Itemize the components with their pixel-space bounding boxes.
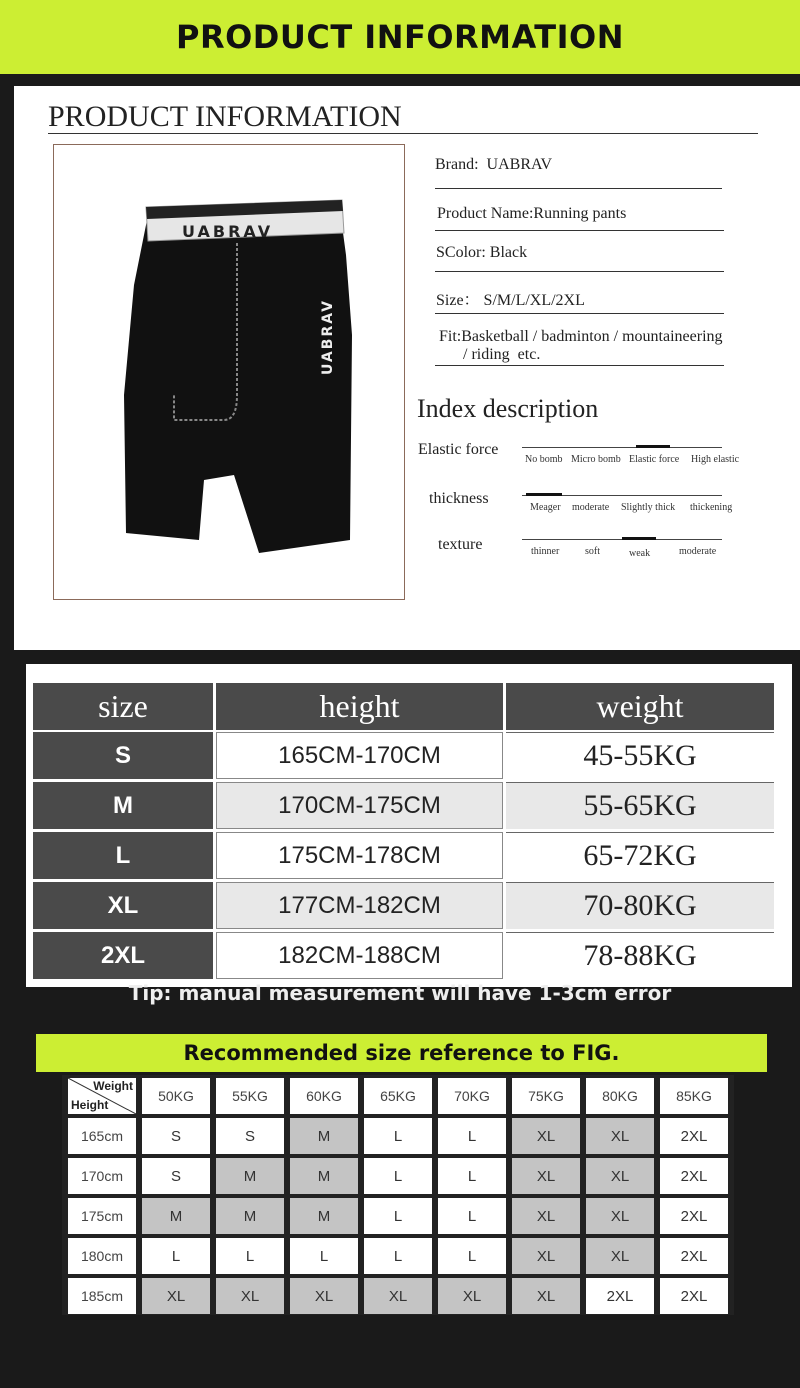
top-banner bbox=[0, 0, 800, 74]
grid-size-cell: XL bbox=[512, 1118, 580, 1154]
height-cell: 182CM-188CM bbox=[216, 932, 503, 979]
grid-corner-cell bbox=[68, 1078, 136, 1114]
index-tick: soft bbox=[585, 546, 600, 557]
grid-size-cell: L bbox=[364, 1198, 432, 1234]
grid-size-cell: XL bbox=[512, 1278, 580, 1314]
grid-size-cell: L bbox=[438, 1158, 506, 1194]
spec-fit-line2: / riding etc. bbox=[439, 346, 541, 363]
index-title: Index description bbox=[417, 394, 599, 423]
grid-size-cell: XL bbox=[512, 1238, 580, 1274]
grid-height-header: 175cm bbox=[68, 1198, 136, 1234]
index-tick: High elastic bbox=[691, 454, 740, 465]
index-scale-elastic bbox=[522, 447, 722, 448]
index-tick: No bomb bbox=[525, 454, 563, 465]
grid-weight-header: 85KG bbox=[660, 1078, 728, 1114]
grid-size-cell: 2XL bbox=[660, 1278, 728, 1314]
recommend-size-grid bbox=[62, 1075, 734, 1315]
grid-height-header: 170cm bbox=[68, 1158, 136, 1194]
weight-cell: 55-65KG bbox=[506, 782, 774, 829]
size-header: size bbox=[33, 683, 213, 730]
grid-size-cell: M bbox=[290, 1158, 358, 1194]
grid-size-cell: 2XL bbox=[660, 1118, 728, 1154]
grid-size-cell: L bbox=[438, 1238, 506, 1274]
grid-size-cell: L bbox=[364, 1238, 432, 1274]
index-label-thickness: thickness bbox=[429, 490, 489, 507]
grid-size-cell: M bbox=[216, 1198, 284, 1234]
grid-size-cell: 2XL bbox=[660, 1198, 728, 1234]
grid-size-cell: L bbox=[438, 1118, 506, 1154]
size-cell: XL bbox=[33, 882, 213, 929]
size-chart-table bbox=[26, 664, 792, 987]
index-tick: Meager bbox=[530, 502, 561, 513]
grid-size-cell: XL bbox=[142, 1278, 210, 1314]
size-cell: S bbox=[33, 732, 213, 779]
grid-size-cell: S bbox=[216, 1118, 284, 1154]
grid-weight-header: 65KG bbox=[364, 1078, 432, 1114]
index-marker-thickness bbox=[526, 493, 562, 496]
grid-weight-header: 75KG bbox=[512, 1078, 580, 1114]
grid-size-cell: M bbox=[290, 1198, 358, 1234]
grid-weight-header: 50KG bbox=[142, 1078, 210, 1114]
height-header: height bbox=[216, 683, 503, 730]
weight-cell: 70-80KG bbox=[506, 882, 774, 929]
size-cell: L bbox=[33, 832, 213, 879]
grid-size-cell: XL bbox=[586, 1238, 654, 1274]
info-title: PRODUCT INFORMATION bbox=[48, 100, 402, 133]
index-tick: Slightly thick bbox=[621, 502, 676, 513]
weight-cell: 65-72KG bbox=[506, 832, 774, 879]
index-tick: thickening bbox=[690, 502, 733, 513]
index-tick: thinner bbox=[531, 546, 560, 557]
grid-size-cell: L bbox=[364, 1118, 432, 1154]
grid-weight-header: 70KG bbox=[438, 1078, 506, 1114]
recommend-banner bbox=[36, 1034, 767, 1072]
spec-fit-line1: Fit:Basketball / badminton / mountaineering bbox=[439, 328, 723, 345]
index-tick: moderate bbox=[679, 546, 717, 557]
height-cell: 170CM-175CM bbox=[216, 782, 503, 829]
info-title-divider bbox=[48, 133, 758, 134]
grid-size-cell: L bbox=[290, 1238, 358, 1274]
grid-size-cell: S bbox=[142, 1158, 210, 1194]
grid-height-header: 180cm bbox=[68, 1238, 136, 1274]
grid-size-cell: XL bbox=[586, 1158, 654, 1194]
grid-size-cell: M bbox=[216, 1158, 284, 1194]
weight-cell: 45-55KG bbox=[506, 732, 774, 779]
grid-size-cell: M bbox=[290, 1118, 358, 1154]
product-info-panel bbox=[14, 86, 800, 650]
grid-height-header: 165cm bbox=[68, 1118, 136, 1154]
grid-weight-header: 60KG bbox=[290, 1078, 358, 1114]
grid-size-cell: XL bbox=[216, 1278, 284, 1314]
index-tick: Micro bomb bbox=[571, 454, 621, 465]
grid-size-cell: XL bbox=[364, 1278, 432, 1314]
size-cell: M bbox=[33, 782, 213, 829]
index-marker-elastic bbox=[636, 445, 670, 448]
height-cell: 175CM-178CM bbox=[216, 832, 503, 879]
grid-size-cell: XL bbox=[438, 1278, 506, 1314]
index-tick: moderate bbox=[572, 502, 610, 513]
grid-size-cell: M bbox=[142, 1198, 210, 1234]
height-cell: 165CM-170CM bbox=[216, 732, 503, 779]
weight-header: weight bbox=[506, 683, 774, 730]
grid-size-cell: XL bbox=[512, 1158, 580, 1194]
banner-title: PRODUCT INFORMATION bbox=[175, 18, 625, 56]
product-photo bbox=[53, 144, 405, 600]
size-cell: 2XL bbox=[33, 932, 213, 979]
grid-size-cell: L bbox=[216, 1238, 284, 1274]
spec-divider bbox=[435, 188, 722, 189]
recommend-title: Recommended size reference to FIG. bbox=[183, 1041, 620, 1065]
index-tick: weak bbox=[629, 548, 651, 559]
spec-color: SColor: Black bbox=[436, 244, 528, 261]
grid-size-cell: L bbox=[142, 1238, 210, 1274]
corner-weight-label: Weight bbox=[93, 1079, 133, 1093]
grid-size-cell: 2XL bbox=[586, 1278, 654, 1314]
spec-brand: Brand: UABRAV bbox=[435, 156, 553, 173]
leg-logo-text: UABRAV bbox=[320, 299, 336, 375]
grid-height-header: 185cm bbox=[68, 1278, 136, 1314]
height-cell: 177CM-182CM bbox=[216, 882, 503, 929]
index-tick: Elastic force bbox=[629, 454, 680, 465]
grid-size-cell: 2XL bbox=[660, 1158, 728, 1194]
spec-divider bbox=[435, 313, 724, 314]
weight-cell: 78-88KG bbox=[506, 932, 774, 979]
grid-size-cell: XL bbox=[586, 1118, 654, 1154]
spec-divider bbox=[435, 271, 724, 272]
shorts-illustration bbox=[54, 145, 404, 599]
spec-size: Size： S/M/L/XL/2XL bbox=[436, 292, 585, 309]
grid-weight-header: 80KG bbox=[586, 1078, 654, 1114]
spec-product-name: Product Name:Running pants bbox=[437, 205, 627, 222]
spec-divider bbox=[435, 365, 724, 366]
grid-size-cell: L bbox=[364, 1158, 432, 1194]
grid-size-cell: XL bbox=[290, 1278, 358, 1314]
grid-weight-header: 55KG bbox=[216, 1078, 284, 1114]
index-label-elastic: Elastic force bbox=[418, 441, 499, 458]
corner-height-label: Height bbox=[71, 1098, 109, 1112]
grid-size-cell: L bbox=[438, 1198, 506, 1234]
grid-size-cell: XL bbox=[586, 1198, 654, 1234]
grid-size-cell: 2XL bbox=[660, 1238, 728, 1274]
grid-size-cell: S bbox=[142, 1118, 210, 1154]
index-label-texture: texture bbox=[438, 536, 483, 553]
measurement-tip: Tip: manual measurement will have 1-3cm error bbox=[128, 981, 672, 1005]
grid-size-cell: XL bbox=[512, 1198, 580, 1234]
spec-divider bbox=[435, 230, 724, 231]
index-marker-texture bbox=[622, 537, 656, 540]
waistband-logo-text: UABRAV bbox=[182, 222, 274, 241]
